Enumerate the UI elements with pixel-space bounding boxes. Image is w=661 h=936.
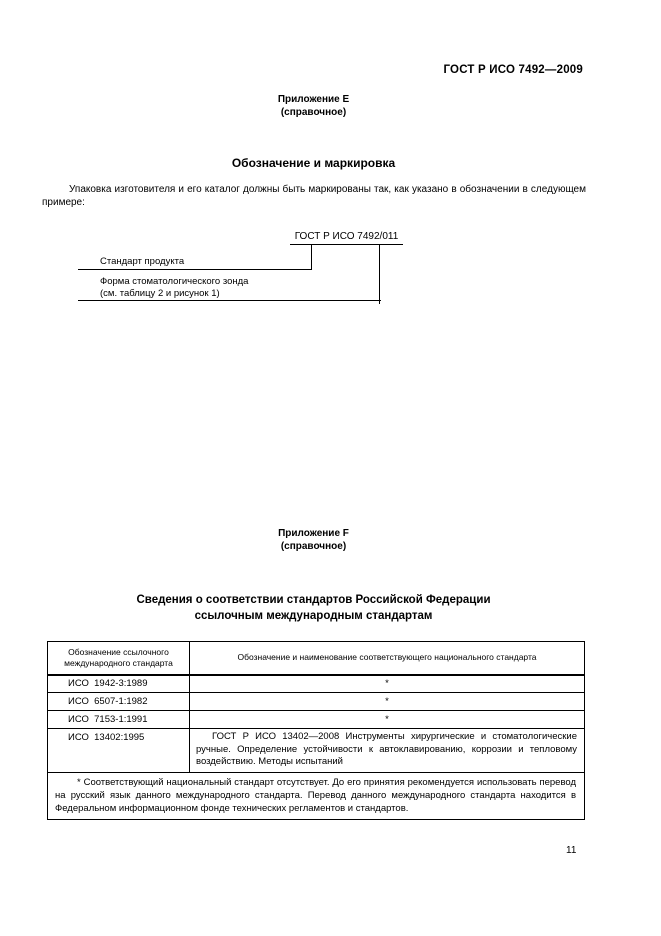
national-standard-cell: * xyxy=(190,693,585,711)
national-standard-cell: * xyxy=(190,675,585,693)
diagram-callout-probe-form xyxy=(100,276,248,300)
table-row xyxy=(48,711,585,729)
appendix-f-title xyxy=(42,592,585,624)
appendix-f-type: (справочное) xyxy=(280,541,347,552)
col1-header: Обозначение ссылочного международного стандарта xyxy=(48,642,190,675)
table-row xyxy=(48,729,585,773)
table-row xyxy=(48,675,585,693)
diagram-leader-line-probe-form xyxy=(379,245,380,304)
ref-standard-cell: ИСО 6507-1:1982 xyxy=(48,693,190,711)
diagram-rule-product-standard xyxy=(78,269,312,270)
appendix-e-heading xyxy=(42,93,585,119)
diagram-leader-line-product-standard xyxy=(311,245,312,270)
diagram-callout-product-standard: Стандарт продукта xyxy=(100,256,185,267)
table-header-row xyxy=(48,642,585,675)
diagram-callout-probe-form-line1: Форма стоматологического зонда xyxy=(100,276,249,287)
appendix-e-label: Приложение Е xyxy=(277,94,350,105)
appendix-f-label: Приложение F xyxy=(278,528,349,539)
national-standard-cell: ГОСТ Р ИСО 13402—2008 Инструменты хирургические и стоматологические ручные. Определение устойчивости к автоклавированию, коррозии и тепловому воздействию. Методы испытаний xyxy=(190,729,585,773)
appendix-e-title: Обозначение и маркировка xyxy=(231,156,396,170)
table-footnote-row xyxy=(48,772,585,819)
table-footnote: * Соответствующий национальный стандарт отсутствует. До его принятия рекомендуется использовать перевод на русский язык данного международного стандарта. Перевод данного международного стандарта находится в Федеральном информационном фонде технических регламентов и стандартов. xyxy=(48,772,585,819)
ref-standard-cell: ИСО 7153-1:1991 xyxy=(48,711,190,729)
appendix-f-title-line2: ссылочным международным стандартам xyxy=(194,610,433,622)
diagram-callout-probe-form-line2: (см. таблицу 2 и рисунок 1) xyxy=(100,288,220,299)
national-standard-cell: * xyxy=(190,711,585,729)
diagram-rule-probe-form xyxy=(78,300,381,301)
correspondence-table xyxy=(47,641,585,820)
appendix-e-paragraph: Упаковка изготовителя и его каталог должны быть маркированы так, как указано в обозначении в следующем примере: xyxy=(42,184,586,208)
appendix-e-type: (справочное) xyxy=(280,107,347,118)
page-number: 11 xyxy=(566,845,577,856)
table-row xyxy=(48,693,585,711)
ref-standard-cell: ИСО 13402:1995 xyxy=(48,729,190,773)
designation-code: ГОСТ Р ИСО 7492/011 xyxy=(290,231,403,245)
doc-number: ГОСТ Р ИСО 7492—2009 xyxy=(443,64,583,76)
correspondence-table-wrapper xyxy=(47,641,585,820)
col2-header: Обозначение и наименование соответствующего национального стандарта xyxy=(190,642,585,675)
ref-standard-cell: ИСО 1942-3:1989 xyxy=(48,675,190,693)
appendix-f-heading xyxy=(42,527,585,553)
appendix-f-title-line1: Сведения о соответствии стандартов Российской Федерации xyxy=(136,594,491,606)
